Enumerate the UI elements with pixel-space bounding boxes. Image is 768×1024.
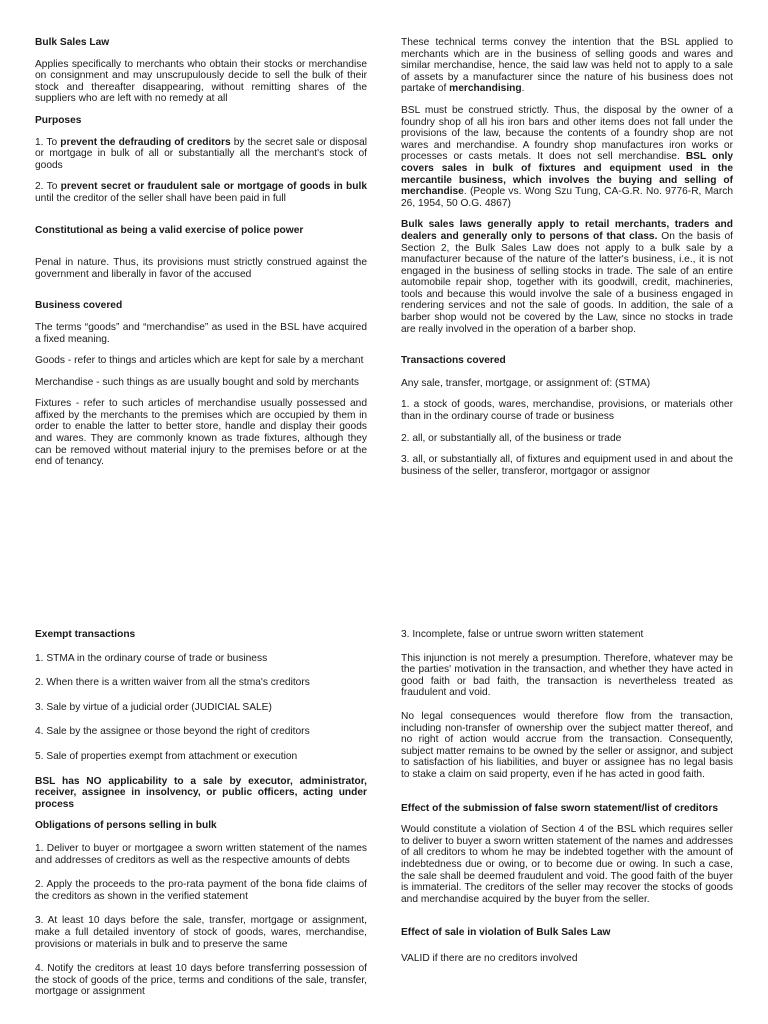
obligation-2: 2. Apply the proceeds to the pro-rata payment of the bona fide claims of the creditors as shown in the verified statement	[35, 879, 367, 902]
heading-transactions-covered: Transactions covered	[401, 355, 506, 367]
exempt-1: 1. STMA in the ordinary course of trade or business	[35, 652, 268, 664]
transaction-3: 3. all, or substantially all, of fixtures and equipment used in and about the business of the seller, transferor, mortgagor or assignor	[401, 454, 733, 477]
exempt-5: 5. Sale of properties exempt from attachment or execution	[35, 750, 298, 762]
incomplete-statement: 3. Incomplete, false or untrue sworn written statement	[401, 629, 644, 640]
no-legal-consequences-paragraph: No legal consequences would therefore flow from the transaction, including non-transfer of ownership over the subject matter thereof, and no right of action would accrue from the transaction. Consequently, subject matter remains to be owned by the seller or assignor, and subject to satisfaction of his liabilities, and buyer or assignee has no legal basis to stake a claim on said property, even if he has acted in good faith.	[401, 710, 733, 780]
violation-paragraph: Would constitute a violation of Section 4 of the BSL which requires seller to deliver to buyer a sworn written statement of the names and addresses of all creditors to whom he may be indebted together with the amount of indebtedness due or owing, or to become due or owing. In such a case, the sale shall be deemed fraudulent and void. The good faith of the buyer is immaterial. The creditors of the seller may recover the stocks of goods and merchandise acquired by the buyer from the seller.	[401, 824, 733, 905]
intro-paragraph: Applies specifically to merchants who obtain their stocks or merchandise on consignment and may unscrupulously decide to sell the bulk of their stock and thereafter disappearing, without remitting shares of the suppliers who are left with no remedy at all	[35, 58, 367, 105]
bottom-left-column	[35, 629, 367, 1008]
purpose-1: 1. To prevent the defrauding of creditors by the secret sale or disposal or mortgage in bulk of all or substantially all the merchant's stock of goods	[35, 136, 367, 171]
goods-definition: Goods - refer to things and articles which are kept for sale by a merchant	[35, 355, 364, 367]
injunction-paragraph: This injunction is not merely a presumption. Therefore, whatever may be the parties' motivation in the transaction, and whether they have acted in good faith or bad faith, the transaction is nevertheless treated as fraudulent and void.	[401, 652, 733, 699]
title-bulk-sales-law: Bulk Sales Law	[35, 37, 110, 48]
exempt-2: 2. When there is a written waiver from all the stma's creditors	[35, 677, 310, 689]
retail-merchants-paragraph: Bulk sales laws generally apply to retail merchants, traders and dealers and generally only to persons of that class. On the basis of Section 2, the Bulk Sales Law does not apply to a bulk sale by a manufacturer because of the nature of the latter's business, i.e., it is not engaged in the business of selling stocks in trade. The sale of an entire automobile repair shop, together with its goodwill, credit, machineries, tools and because this would involve the sale of a business engaged in rendering services and not the sale of goods. In addition, the sale of a barber shop would not be covered by the Law, since no stocks in trade are really involved in the operation of a barber shop.	[401, 219, 733, 335]
exempt-4: 4. Sale by the assignee or those beyond the right of creditors	[35, 726, 310, 738]
obligation-1: 1. Deliver to buyer or mortgagee a sworn written statement of the names and addresses of creditors as well as the respective amounts of debts	[35, 842, 367, 866]
exempt-3: 3. Sale by virtue of a judicial order (JUDICIAL SALE)	[35, 701, 272, 713]
technical-terms-paragraph: These technical terms convey the intention that the BSL applied to merchants which are in the business of selling goods and wares and similar merchandise, hence, the said law was held not to apply to a sale of assets by a manufacturer since the nature of his business does not partake of merchandising.	[401, 37, 733, 95]
terms-paragraph: The terms “goods” and “merchandise” as used in the BSL have acquired a fixed meaning.	[35, 321, 367, 345]
purpose-2: 2. To prevent secret or fraudulent sale or mortgage of goods in bulk until the creditor of the seller shall have been paid in full	[35, 181, 367, 204]
heading-business-covered: Business covered	[35, 300, 123, 312]
heading-purposes: Purposes	[35, 114, 82, 126]
transaction-2: 2. all, or substantially all, of the business or trade	[401, 432, 622, 444]
merchandise-definition: Merchandise - such things as are usually bought and sold by merchants	[35, 376, 359, 388]
construed-strictly-paragraph: BSL must be construed strictly. Thus, the disposal by the owner of a foundry shop of all his iron bars and other items does not fall under the provisions of the law, because the contents of a foundry shop are not wares and merchandise. A foundry shop manufactures iron works or processes or casts metals. It does not sell merchandise. BSL only covers sales in bulk of fixtures and equipment used in the mercantile business, which involves the buying and selling of merchandise. (People vs. Wong Szu Tung, CA-G.R. No. 9776-R, March 26, 1954, 50 O.G. 4867)	[401, 104, 734, 209]
transaction-1: 1. a stock of goods, wares, merchandise, provisions, or materials other than in the ordinary course of trade or business	[401, 399, 733, 423]
heading-exempt-transactions: Exempt transactions	[35, 629, 136, 640]
bottom-right-column	[401, 629, 733, 974]
penal-paragraph: Penal in nature. Thus, its provisions must strictly construed against the government and liberally in favor of the accused	[35, 257, 367, 280]
heading-effect-of-sale: Effect of sale in violation of Bulk Sales Law	[401, 927, 611, 939]
obligation-4: 4. Notify the creditors at least 10 days before transferring possession of the stock of goods of the price, terms and conditions of the sale, transfer, mortgage or assignment	[35, 963, 367, 998]
top-left-column	[35, 37, 367, 478]
fixtures-definition: Fixtures - refer to such articles of merchandise usually possessed and affixed by the merchants to the premises which are occupied by them in order to enable the latter to better store, handle and display their goods and wares. They are commonly known as trade fixtures, although they can be removed without material injury to the premises before or at the end of tenancy.	[35, 398, 367, 468]
obligation-3: 3. At least 10 days before the sale, transfer, mortgage or assignment, make a full detailed inventory of stock of goods, wares, merchandise, provisions or materials in bulk and to preserve the same	[35, 915, 367, 950]
heading-obligations: Obligations of persons selling in bulk	[35, 820, 217, 832]
heading-effect-false-statement: Effect of the submission of false sworn statement/list of creditors	[401, 802, 719, 814]
top-right-column	[401, 37, 733, 487]
valid-paragraph: VALID if there are no creditors involved	[401, 952, 578, 964]
bsl-no-applicability: BSL has NO applicability to a sale by executor, administrator, receiver, assignee in insolvency, or public officers, acting under process	[35, 775, 367, 810]
heading-constitutional: Constitutional as being a valid exercise of police power	[35, 224, 304, 236]
stma-paragraph: Any sale, transfer, mortgage, or assignment of: (STMA)	[401, 377, 651, 389]
